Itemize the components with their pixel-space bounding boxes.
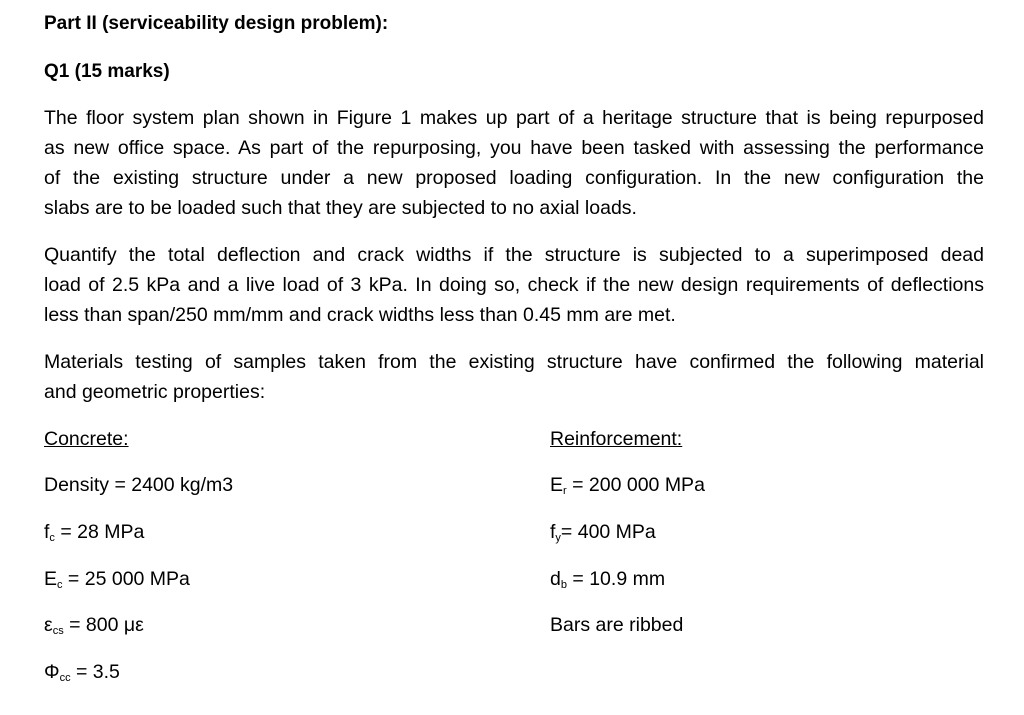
- materials-paragraph: [44, 347, 984, 407]
- ec-value: = 25 000 MPa: [62, 568, 190, 590]
- fc-subscript: c: [49, 532, 55, 544]
- er-value: = 200 000 MPa: [566, 474, 705, 496]
- ec-subscript: c: [57, 579, 63, 591]
- fc-value: = 28 MPa: [54, 521, 145, 543]
- paragraph-line: of the existing structure under a new proposed loading configuration. In the new configuration the: [44, 167, 984, 189]
- intro-paragraph: [44, 103, 984, 223]
- fy-symbol: f: [550, 521, 556, 543]
- paragraph-line: Quantify the total deflection and crack widths if the structure is subjected to a superimposed dead: [44, 244, 984, 266]
- db-symbol: d: [550, 568, 561, 590]
- er-subscript: r: [563, 485, 567, 497]
- phicc-subscript: cc: [59, 672, 71, 684]
- ec-symbol: E: [44, 568, 58, 590]
- concrete-density: Density = 2400 kg/m3: [44, 474, 234, 496]
- reinforcement-db: [550, 568, 665, 591]
- question-title: Q1 (15 marks): [44, 61, 170, 82]
- ecs-subscript: cs: [52, 625, 64, 637]
- reinforcement-fy: [550, 521, 656, 544]
- concrete-fc: [44, 521, 144, 544]
- paragraph-line: The floor system plan shown in Figure 1 makes up part of a heritage structure that is being repurposed: [44, 107, 984, 129]
- concrete-phicc: [44, 661, 120, 684]
- ecs-value: = 800 με: [63, 614, 144, 636]
- reinforcement-bars: Bars are ribbed: [550, 614, 684, 636]
- reinforcement-heading: Reinforcement:: [550, 428, 683, 450]
- part-title: Part II (serviceability design problem):: [44, 13, 389, 34]
- paragraph-line: less than span/250 mm/mm and crack widths less than 0.45 mm are met.: [44, 304, 676, 326]
- ecs-symbol: ε: [44, 614, 53, 636]
- concrete-ec: [44, 568, 190, 591]
- paragraph-line: as new office space. As part of the repurposing, you have been tasked with assessing the performance: [44, 137, 984, 159]
- paragraph-line: slabs are to be loaded such that they are subjected to no axial loads.: [44, 197, 637, 219]
- task-paragraph: [44, 240, 984, 330]
- reinforcement-er: [550, 474, 705, 497]
- paragraph-line: load of 2.5 kPa and a live load of 3 kPa. In doing so, check if the new design requirements of deflections: [44, 274, 984, 296]
- db-value: = 10.9 mm: [566, 568, 666, 590]
- phicc-symbol: Φ: [44, 661, 60, 683]
- db-subscript: b: [560, 579, 567, 591]
- fy-subscript: y: [555, 532, 561, 544]
- fy-value: = 400 MPa: [560, 521, 656, 543]
- fc-symbol: f: [44, 521, 50, 543]
- concrete-ecs: [44, 614, 144, 637]
- paragraph-line: and geometric properties:: [44, 381, 266, 403]
- concrete-heading: Concrete:: [44, 428, 129, 450]
- er-symbol: E: [550, 474, 564, 496]
- paragraph-line: Materials testing of samples taken from the existing structure have confirmed the following material: [44, 351, 984, 373]
- phicc-value: = 3.5: [70, 661, 120, 683]
